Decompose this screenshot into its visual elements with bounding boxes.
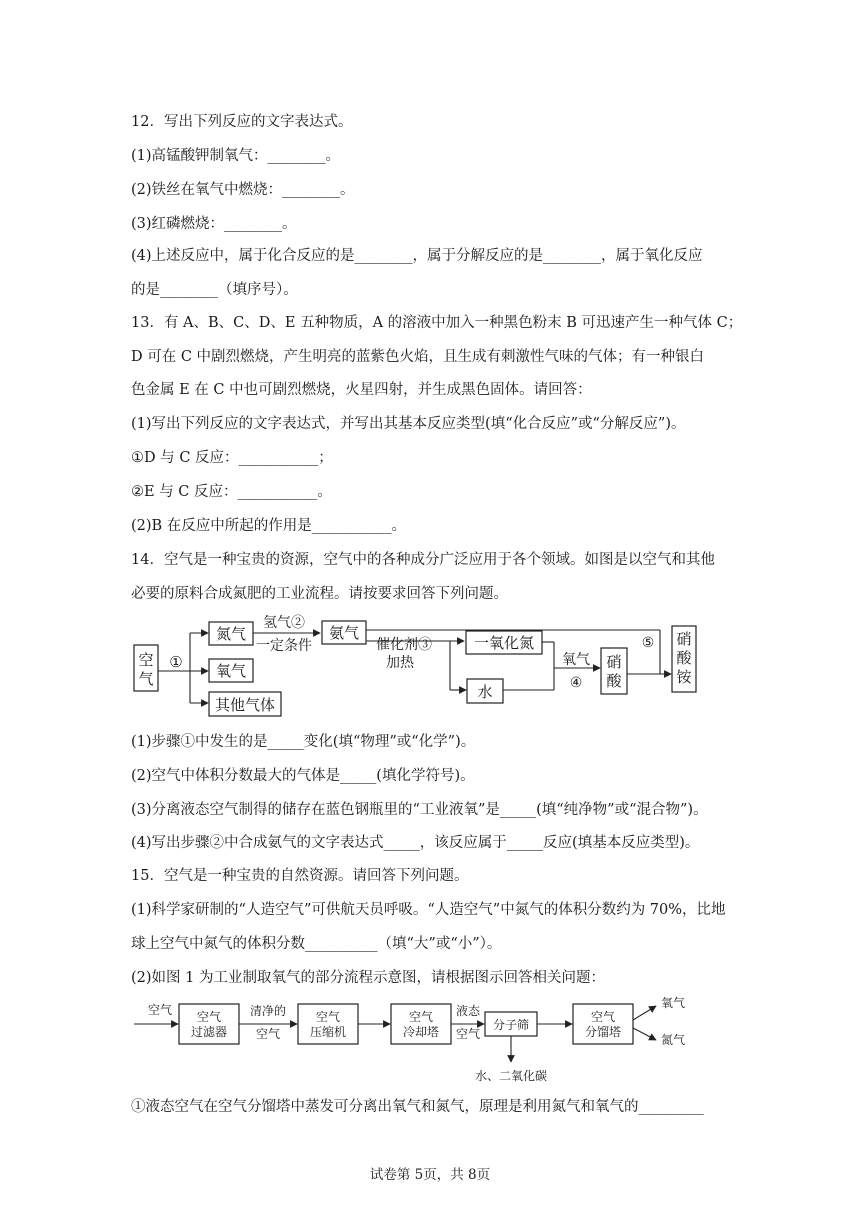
q14-part2: (2)空气中体积分数最大的气体是_____(填化学符号)。 — [131, 768, 475, 784]
air-compressor-label-1: 空气 — [315, 1010, 341, 1024]
nitric-oxide-label: 一氧化氮 — [473, 634, 535, 652]
q13-stem-line2: D 可在 C 中剧烈燃烧，产生明亮的蓝紫色火焰，且生成有刺激性气味的气体；有一种银白 — [131, 349, 705, 365]
oxygen-step4-label: 氧气 — [562, 652, 590, 668]
q12-part4-line2: 的是________（填序号）。 — [131, 282, 298, 298]
q12-stem: 12．写出下列反应的文字表达式。 — [131, 114, 353, 130]
oxygen-label: 氧气 — [215, 662, 247, 680]
heating-label: 加热 — [386, 655, 414, 671]
q14-part1: (1)步骤①中发生的是_____变化(填“物理”或“化学”)。 — [131, 734, 476, 750]
q13-part1: (1)写出下列反应的文字表达式，并写出其基本反应类型(填“化合反应”或“分解反应”)。 — [131, 416, 686, 432]
oxygen-output-label: 氧气 — [660, 996, 686, 1010]
ammonium-nitrate-label-1: 硝 — [676, 630, 692, 648]
nitric-acid-label-2: 酸 — [606, 672, 622, 690]
air-fractionation-tower-label-2: 分馏塔 — [584, 1025, 622, 1039]
q12-part2: (2)铁丝在氧气中燃烧：________。 — [131, 182, 355, 198]
flow-arrow — [633, 1006, 656, 1020]
ammonium-nitrate-label-2: 酸 — [676, 649, 692, 667]
byproduct-label: 水、二氧化碳 — [474, 1069, 548, 1083]
catalyst-label: 催化剂③ — [376, 637, 432, 653]
molecular-sieve-label: 分子筛 — [492, 1018, 530, 1032]
water-label: 水 — [477, 683, 493, 701]
q14-stem-line2: 必要的原料合成氮肥的工业流程。请按要求回答下列问题。 — [131, 586, 508, 602]
clean-air-label-1: 清净的 — [249, 1004, 287, 1018]
q15-part2-sub1: ①液态空气在空气分馏塔中蒸发可分离出氧气和氮气，原理是利用氮气和氧气的_________ — [131, 1099, 704, 1115]
air-cooling-tower-label-2: 冷却塔 — [402, 1025, 440, 1039]
q13-part1a: ①D 与 C 反应：___________； — [131, 450, 333, 466]
q15-part1-line1: (1)科学家研制的“人造空气”可供航天员呼吸。“人造空气”中氮气的体积分数约为 70%，比地 — [131, 902, 726, 918]
q13-stem-line3: 色金属 E 在 C 中也可剧烈燃烧，火星四射，并生成黑色固体。请回答： — [131, 382, 592, 398]
step1-label: ① — [169, 653, 183, 671]
nitric-acid-label-1: 硝 — [606, 653, 622, 671]
liquid-air-label-1: 液态 — [455, 1004, 481, 1018]
step4-label: ④ — [569, 675, 583, 691]
q13-part1b: ②E 与 C 反应：___________。 — [131, 484, 332, 500]
air-compressor-label-2: 压缩机 — [309, 1025, 347, 1039]
air-label-2: 气 — [138, 670, 154, 688]
flow-arrow — [633, 1028, 656, 1040]
page-footer: 试卷第 5页，共 8页 — [369, 1167, 491, 1183]
condition-label: 一定条件 — [256, 638, 312, 654]
clean-air-label-2: 空气 — [255, 1027, 281, 1041]
q15-part1-line2: 球上空气中氮气的体积分数__________（填“大”或“小”）。 — [131, 936, 502, 952]
q15-part2: (2)如图 1 为工业制取氧气的部分流程示意图，请根据图示回答相关问题： — [131, 970, 605, 986]
liquid-air-label-2: 空气 — [455, 1027, 481, 1041]
q15-stem: 15．空气是一种宝贵的自然资源。请回答下列问题。 — [131, 868, 469, 884]
q14-part4: (4)写出步骤②中合成氨气的文字表达式_____，该反应属于_____反应(填基本反应类型)。 — [131, 835, 700, 851]
q14-stem-line1: 14．空气是一种宝贵的资源，空气中的各种成分广泛应用于各个领域。如图是以空气和其他 — [131, 552, 715, 568]
q13-part2: (2)B 在反应中所起的作用是___________。 — [131, 518, 407, 534]
q12-part4-line1: (4)上述反应中，属于化合反应的是________，属于分解反应的是________，属于氧化反应 — [131, 248, 703, 264]
air-cooling-tower-label-1: 空气 — [408, 1010, 434, 1024]
air-fractionation-tower-label-1: 空气 — [590, 1010, 616, 1024]
q13-stem-line1: 13．有 A、B、C、D、E 五种物质，A 的溶液中加入一种黑色粉末 B 可迅速产生一种气体 C； — [131, 315, 743, 331]
air-filter-label-2: 过滤器 — [190, 1025, 228, 1039]
hydrogen-step2-label: 氢气② — [263, 615, 305, 631]
oxygen-production-flow-diagram — [130, 994, 700, 1086]
other-gases-label: 其他气体 — [214, 696, 276, 714]
q12-part3: (3)红磷燃烧：________。 — [131, 216, 297, 232]
nitrogen-output-label: 氮气 — [660, 1033, 686, 1047]
air-label-1: 空 — [138, 651, 154, 669]
ammonia-label: 氨气 — [328, 624, 360, 642]
q12-part1: (1)高锰酸钾制氧气：________。 — [131, 148, 341, 164]
nitrogen-label: 氮气 — [215, 625, 247, 643]
ammonium-nitrate-process-diagram — [130, 612, 700, 724]
air-input-label: 空气 — [147, 1003, 173, 1017]
ammonium-nitrate-label-3: 铵 — [676, 668, 692, 686]
q14-part3: (3)分离液态空气制得的储存在蓝色钢瓶里的“工业液氧”是_____(填“纯净物”或“混合物”)。 — [131, 802, 708, 818]
step5-label: ⑤ — [641, 635, 655, 651]
air-filter-label-1: 空气 — [196, 1010, 222, 1024]
